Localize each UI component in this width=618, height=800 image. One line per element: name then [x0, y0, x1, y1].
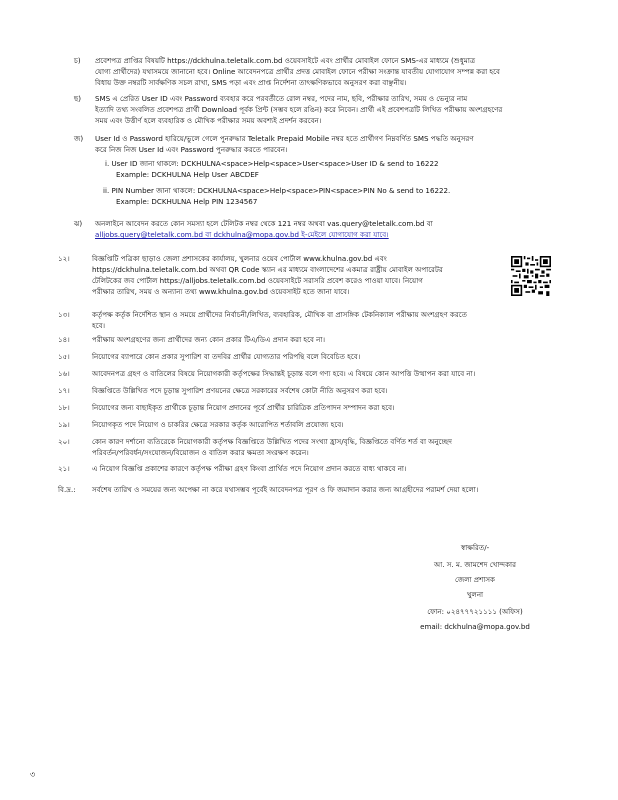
- item-12-line-4: পরীক্ষার তারিখ, সময় ও অন্যান্য তথ্য www.khulna.gov.bd ওয়েবসাইট হতে জানা যাবে।: [92, 287, 350, 296]
- item-cha-line-1: প্রবেশপত্র প্রাপ্তির বিষয়টি https://dckhulna.teletalk.com.bd ওয়েবসাইটে এবং প্রার্থীর মোবাইল ফোনে SMS-এর মাধ্যমে (শুধুমাত্র: [95, 56, 476, 65]
- item-18-text: নিয়োগের জন্য বাছাইকৃত প্রার্থীকে চূড়ান্ত নিয়োগ প্রদানের পূর্বে প্রার্থীর চারিত্রিক প্রতিপাদন সম্পাদন করা হবে।: [92, 403, 395, 412]
- item-21-marker: ২১।: [58, 464, 70, 473]
- item-cha-line-3: বিধায় উক্ত নম্বরটি সার্বক্ষণিক সচল রাখা, SMS পড়া এবং প্রাপ্ত নির্দেশনা তাৎক্ষণিকভাবে অনুসরণ করা বাঞ্ছনীয়।: [95, 78, 407, 87]
- item-13-marker: ১৩।: [58, 310, 70, 319]
- signature-title: জেলা প্রশাসক: [454, 575, 496, 584]
- item-16-text: আবেদনপত্র গ্রহণ ও বাতিলের বিষয়ে নিয়োগকারী কর্তৃপক্ষের সিদ্ধান্তই চূড়ান্ত বলে গণ্য হবে। এ বিষয়ে কোন আপত্তি উত্থাপন করা যাবে না।: [92, 369, 476, 378]
- item-12-text: [92, 253, 504, 297]
- item-chha-text: [95, 93, 555, 126]
- item-chha-line-2: ইত্যাদি তথ্য সংবলিত প্রবেশপত্র প্রার্থী Download পূর্বক প্রিন্ট (সম্ভব হলে রঙিন) করে নিবেন। প্রার্থী এই প্রবেশপত্রটি লিখিত পরীক্ষায় অংশগ্রহণের: [95, 105, 503, 114]
- item-18-marker: ১৮।: [58, 403, 70, 412]
- item-14-marker: ১৪।: [58, 335, 70, 344]
- note-text: সর্বশেষ তারিখ ও সময়ের জন্য অপেক্ষা না করে যথাসম্ভব পূর্বেই আবেদনপত্র পূরণ ও ফি জমাদান করার জন্য আগ্রহীদের পরামর্শ দেয়া হলো।: [92, 485, 479, 494]
- item-19-text: নিয়োগকৃত পদে নিয়োগ ও চাকরির ক্ষেত্রে সরকার কর্তৃক আরোপিত শর্তাবলি প্রযোজ্য হবে।: [92, 420, 344, 429]
- item-14-text: পরীক্ষায় অংশগ্রহণের জন্য প্রার্থীদের জন্য কোন প্রকার টিএ/ডিএ প্রদান করা হবে না।: [92, 335, 326, 344]
- item-cha-text: [95, 55, 555, 88]
- item-13-line-1: কর্তৃপক্ষ কর্তৃক নির্দেশিত স্থান ও সময়ে প্রার্থীদের নির্বাচনী/লিখিত, ব্যবহারিক, মৌখিক বা প্রাসঙ্গিক টেকনিক্যাল পরীক্ষায় অংশগ্রহণ করতে: [92, 310, 467, 319]
- item-13-text: [92, 309, 555, 331]
- sub-item-pin-line: ii. PIN Number জানা থাকলে: DCKHULNA<space>Help<space>PIN<space>PIN No & send to 16222.: [103, 186, 451, 195]
- item-15-marker: ১৫।: [58, 352, 70, 361]
- sub-item-user-id-line: i. User ID জানা থাকলে: DCKHULNA<space>Help<space>User<space>User ID & send to 16222: [105, 159, 439, 168]
- item-ja-line-1: User Id ও Password হারিয়ে/ভুলে গেলে পুনরুদ্ধার Teletalk Prepaid Mobile নম্বর হতে প্রার্থীগণ নিম্নবর্ণিত SMS পদ্ধতি অনুসরণ: [95, 134, 474, 143]
- item-ja-marker: জ): [74, 134, 84, 143]
- page-number: ৩: [30, 770, 36, 779]
- item-ja-line-2: করে নিজ নিজ User Id এবং Password পুনরুদ্ধার করতে পারবেন।: [95, 145, 288, 154]
- signature-email[interactable]: email: dckhulna@mopa.gov.bd: [420, 622, 530, 631]
- item-jha-line-1: অনলাইনে আবেদন করতে কোন সমস্যা হলে টেলিটক নম্বর থেকে 121 নম্বর অথবা vas.query@teletalk.com.bd বা: [95, 219, 433, 228]
- item-21-text: এ নিয়োগ বিজ্ঞপ্তি প্রকাশের কারণে কর্তৃপক্ষ পরীক্ষা গ্রহণ কিংবা প্রার্থিত পদে নিয়োগ প্রদান করতে বাধ্য থাকবে না।: [92, 464, 407, 473]
- sub-item-user-id-example: Example: DCKHULNA Help User ABCDEF: [116, 170, 259, 179]
- note-marker: বি.দ্র.:: [58, 485, 76, 494]
- item-16-marker: ১৬।: [58, 369, 70, 378]
- item-17-marker: ১৭।: [58, 386, 70, 395]
- item-12-line-3: টেলিটকের জব পোর্টাল https://alljobs.teletalk.com.bd ওয়েবসাইটে সরাসরি প্রবেশ করেও পাওয়া যাবে। নিয়োগ: [92, 276, 423, 285]
- item-jha-text: [95, 218, 555, 240]
- signature-phone: ফোন: ০২৪৭৭৭২১১১১ (অফিস): [427, 607, 523, 616]
- sub-item-pin-example: Example: DCKHULNA Help PIN 1234567: [116, 197, 258, 206]
- item-ja-text: [95, 133, 555, 155]
- item-jha-marker: ঝ): [74, 219, 83, 228]
- item-17-text: বিজ্ঞপ্তিতে উল্লিখিত পদে চূড়ান্ত সুপারিশ প্রণয়নের ক্ষেত্রে সরকারের সর্বশেষ কোটা নীতি অনুসরণ করা হবে।: [92, 386, 388, 395]
- item-19-marker: ১৯।: [58, 420, 70, 429]
- sub-item-pin: [103, 185, 555, 207]
- item-chha-line-1: SMS এ প্রেরিত User ID এবং Password ব্যবহার করে পরবর্তীতে রোল নম্বর, পদের নাম, ছবি, পরীক্ষার তারিখ, সময় ও ভেন্যুর নাম: [95, 94, 468, 103]
- item-13-line-2: হবে।: [92, 321, 106, 330]
- qr-code-icon[interactable]: [511, 256, 551, 296]
- sub-item-user-id: [105, 158, 555, 180]
- item-12-line-1: বিজ্ঞপ্তিটি পত্রিকা ছাড়াও জেলা প্রশাসকের কার্যালয়, খুলনার ওয়েব পোর্টাল www.khulna.gov.bd এবং: [92, 254, 387, 263]
- item-12-line-2: https://dckhulna.teletalk.com.bd অথবা QR Code স্ক্যান এর মাধ্যমে বাংলাদেশের একমাত্র রাষ্ট্রীয় মোবাইল অপারেটর: [92, 265, 443, 274]
- item-chha-line-3: সময় এবং উত্তীর্ণ হলে ব্যবহারিক ও মৌখিক পরীক্ষার সময় অবশ্যই প্রদর্শন করবেন।: [95, 116, 322, 125]
- signature-signed: স্বাক্ষরিত/-: [460, 543, 490, 552]
- item-chha-marker: ছ): [74, 94, 82, 103]
- item-20-line-2: পরিবর্তন/পরিবর্ধন/সংযোজন/বিয়োজন ও বাতিল করার ক্ষমতা সংরক্ষণ করেন।: [92, 448, 309, 457]
- item-jha-line-2[interactable]: alljobs.query@teletalk.com.bd বা dckhulna@mopa.gov.bd ই-মেইলে যোগাযোগ করা যাবে।: [95, 230, 389, 239]
- item-12-marker: ১২।: [58, 254, 70, 263]
- item-cha-marker: চ): [74, 56, 81, 65]
- signature-place: খুলনা: [466, 590, 484, 599]
- signature-name: আ. স. ম. জামশেদ খোন্দকার: [433, 560, 516, 569]
- item-15-text: নিয়োগের ব্যাপারে কোন প্রকার সুপারিশ বা তদবির প্রার্থীর যোগ্যতার পরিপন্থি বলে বিবেচিত হবে।: [92, 352, 361, 361]
- item-cha-line-2: যোগ্য প্রার্থীদের) যথাসময়ে জানানো হবে। Online আবেদনপত্রে প্রার্থীর প্রদত্ত মোবাইল ফোনে পরীক্ষা সংক্রান্ত যাবতীয় যোগাযোগ সম্পন্ন করা হবে: [95, 67, 500, 76]
- item-20-line-1: কোন কারণ দর্শানো ব্যতিরেকে নিয়োগকারী কর্তৃপক্ষ বিজ্ঞপ্তিতে উল্লিখিত পদের সংখ্যা হ্রাস/বৃদ্ধি, বিজ্ঞপ্তিতে বর্ণিত শর্ত বা অনুচ্ছেদ: [92, 437, 452, 446]
- item-20-text: [92, 436, 555, 458]
- item-20-marker: ২০।: [58, 437, 70, 446]
